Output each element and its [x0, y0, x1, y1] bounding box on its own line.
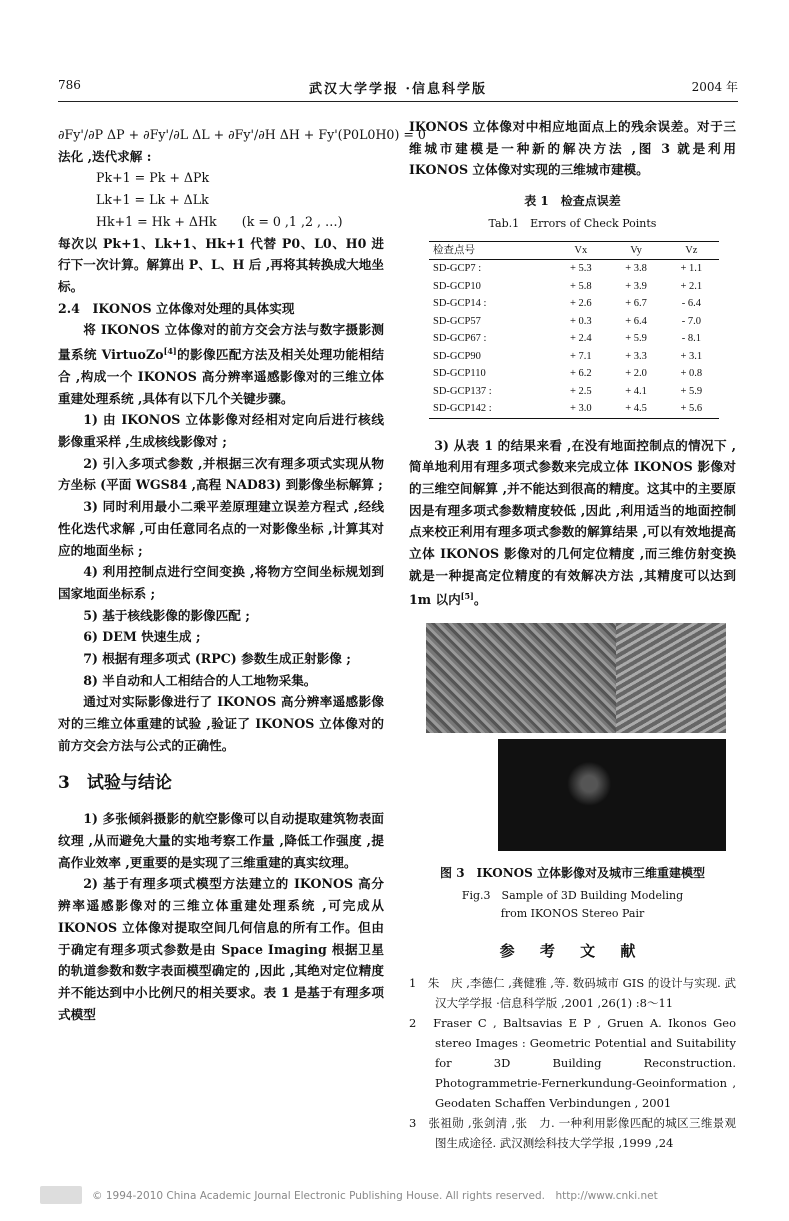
section-heading-3: 3 试验与结论 — [58, 772, 172, 793]
city-model-image — [498, 739, 726, 851]
paragraph: 将 IKONOS 立体像对的前方交会方法与数字摄影测量系统 VirtuoZo[4]的影像匹配方法及相关处理功能相结合 ,构成一个 IKONOS 高分辨率遥感影像对的三维立体重建处理系统 ,具体有以下几个关键步骤。 — [58, 322, 385, 406]
paragraph: IKONOS 立体像对中相应地面点上的残余误差。对于三维城市建模是一种新的解决方法 ,图 3 就是利用 IKONOS 立体像对实现的三维城市建模。 — [409, 119, 736, 178]
col-header-point: 检查点号 — [429, 241, 553, 260]
publication-year: 2004 年 — [691, 80, 738, 94]
table-row: SD-GCP14 : + 2.6 + 6.7 - 6.4 — [433, 298, 701, 310]
step-item: 5) 基于核线影像的影像匹配 ; — [83, 607, 250, 623]
table-caption-en: Tab.1 Errors of Check Points — [488, 216, 657, 230]
paragraph: 通过对实际影像进行了 IKONOS 高分辨率遥感影像对的三维立体重建的试验 ,验证了 IKONOS 立体像对的前方交会方法与公式的正确性。 — [58, 694, 384, 753]
table-row: SD-GCP57 + 0.3 + 6.4 - 7.0 — [433, 315, 701, 327]
check-point-table — [429, 241, 719, 419]
right-column — [409, 116, 748, 1153]
step-item: 2) 引入多项式参数 ,并根据三次有理多项式实现从物方坐标 (平面 WGS84 ,高程 NAD83) 到影像坐标解算 ; — [58, 455, 384, 493]
references-heading: 参 考 文 献 — [499, 942, 646, 961]
paragraph: 2) 基于有理多项式模型方法建立的 IKONOS 高分辨率遥感影像对的三维立体重建处理系统 ,可完成从 IKONOS 立体像对提取空间几何信息的所有工作。但由于确定有理多项式参数是由 Space Imaging 根据卫星的轨道参数和数字表面模型确定的 ,因此 ,其绝对定位精度并不能达到中小比例尺的相关要求。表 1 是基于有理多项式模型 — [58, 876, 384, 1022]
equation-h: Hk+1 = Hk + ΔHk (k = 0 ,1 ,2 , …) — [96, 213, 343, 229]
reference-item: 3 张祖勋 ,张剑清 ,张 力. 一种利用影像匹配的城区三维景观图生成途径. 武汉测绘科技大学学报 ,1999 ,24 — [409, 1115, 736, 1150]
table-row: SD-GCP67 : + 2.4 + 5.9 - 8.1 — [433, 333, 701, 345]
equation-l: Lk+1 = Lk + ΔLk — [96, 192, 209, 208]
step-item: 8) 半自动和人工相结合的人工地物采集。 — [83, 672, 317, 688]
table-row: SD-GCP142 : + 3.0 + 4.5 + 5.6 — [429, 400, 719, 418]
cnki-logo-icon — [40, 1186, 82, 1204]
stereo-pair-image — [426, 623, 726, 733]
page-number: 786 — [58, 78, 81, 92]
table-row: SD-GCP110 + 6.2 + 2.0 + 0.8 — [433, 368, 703, 380]
table-row: SD-GCP10 + 5.8 + 3.9 + 2.1 — [433, 280, 703, 292]
paragraph: 法化 ,迭代求解 : — [58, 148, 152, 164]
col-header-vy: Vy — [608, 241, 663, 260]
left-column — [58, 124, 426, 1025]
header-rule — [58, 101, 738, 102]
equation-p: Pk+1 = Pk + ΔPk — [96, 170, 210, 186]
table-caption: 表 1 检查点误差 — [524, 194, 621, 209]
page-footer — [40, 1186, 760, 1208]
table-header-row — [429, 241, 719, 260]
table-row: SD-GCP90 + 7.1 + 3.3 + 3.1 — [433, 350, 703, 362]
citation: [5] — [460, 591, 474, 602]
table-row: SD-GCP7 : + 5.3 + 3.8 + 1.1 — [433, 263, 703, 275]
reference-item: 2 Fraser C , Baltsavias E P , Gruen A. Ikonos Geo stereo Images : Geometric Potential and Suitability for 3D Building Reconstruction. Photogrammetrie-Fernerkundung-Geoinformation , Geodaten Schaffen Verbindungen , 2001 — [409, 1015, 748, 1110]
step-item: 6) DEM 快速生成 ; — [83, 629, 201, 645]
step-item: 3) 同时利用最小二乘平差原理建立误差方程式 ,经线性化迭代求解 ,可由任意同名点的一对影像坐标 ,计算其对应的地面坐标 ; — [58, 499, 384, 558]
copyright-text: © 1994-2010 China Academic Journal Electronic Publishing House. All rights reserved. http://www.cnki.net — [92, 1190, 658, 1202]
table-row: SD-GCP137 : + 2.5 + 4.1 + 5.9 — [433, 385, 703, 397]
paragraph: 3) 从表 1 的结果来看 ,在没有地面控制点的情况下 ,简单地利用有理多项式参数来完成立体 IKONOS 影像对的三维空间解算 ,并不能达到很高的精度。这其中的主要原因是有理多项式参数精度较低 ,因此 ,利用适当的地面控制点来校正利用有理多项式参数的解算结果 ,可以有效地提高立体 IKONOS 影像对的几何定位精度 ,而三维仿射变换就是一种提高定位精度的有效解决方法 ,其精度可以达到 1m 以内[5]。 — [409, 437, 736, 608]
running-header — [58, 78, 738, 100]
figure-caption-en: Fig.3 Sample of 3D Building Modeling from IKONOS Stereo Pair — [461, 889, 684, 921]
figure-3 — [426, 623, 726, 855]
col-header-vz: Vz — [664, 241, 719, 260]
citation: [4] — [163, 346, 177, 357]
step-item: 4) 利用控制点进行空间变换 ,将物方空间坐标规划到国家地面坐标系 ; — [58, 564, 384, 601]
reference-item: 1 朱 庆 ,李德仁 ,龚健雅 ,等. 数码城市 GIS 的设计与实现. 武汉大学学报 ·信息科学版 ,2001 ,26(1) :8～11 — [409, 975, 736, 1010]
step-item: 1) 由 IKONOS 立体影像对经相对定向后进行核线影像重采样 ,生成核线影像对 ; — [58, 412, 384, 450]
paragraph: 1) 多张倾斜摄影的航空影像可以自动提取建筑物表面纹理 ,从而避免大量的实地考察工作量 ,降低工作强度 ,提高作业效率 ,更重要的是实现了三维重建的真实纹理。 — [58, 811, 384, 870]
equation-main: ∂Fy'/∂P ΔP + ∂Fy'/∂L ΔL + ∂Fy'/∂H ΔH + Fy'(P0L0H0) = 0 — [58, 127, 426, 142]
section-heading-2-4: 2.4 IKONOS 立体像对处理的具体实现 — [58, 300, 295, 316]
journal-title: 武汉大学学报 ·信息科学版 — [308, 82, 488, 97]
paragraph: 每次以 Pk+1、Lk+1、Hk+1 代替 P0、L0、H0 进行下一次计算。解算出 P、L、H 后 ,再将其转换成大地坐标。 — [58, 235, 384, 294]
col-header-vx: Vx — [553, 241, 608, 260]
figure-caption: 图 3 IKONOS 立体影像对及城市三维重建模型 — [440, 866, 705, 881]
step-item: 7) 根据有理多项式 (RPC) 参数生成正射影像 ; — [83, 651, 351, 667]
